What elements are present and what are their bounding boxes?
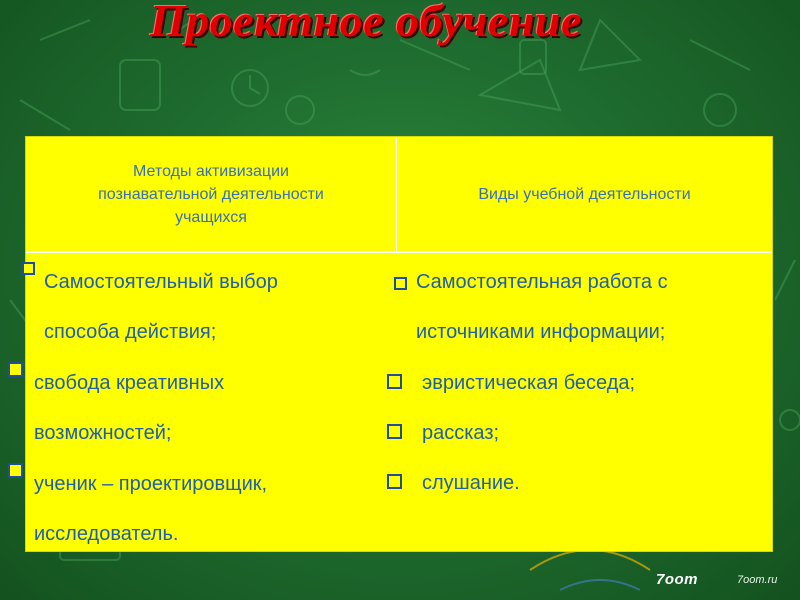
header-activity-types [397,137,772,251]
list-item [384,358,772,408]
list-item-text: эвристическая беседа; [422,372,636,394]
activity-types-list [384,257,772,533]
list-item-text: рассказ; [422,422,500,444]
checkbox-bullet-icon [387,474,402,489]
list-item-text: Самостоятельная работа с источниками информации; [416,271,668,343]
methods-list [26,257,396,584]
header-methods-label: Методы активизации познавательной деятельности учащихся [98,162,324,226]
checkbox-bullet-icon [387,374,402,389]
checkbox-bullet-icon [387,424,402,439]
list-item [26,459,396,559]
header-methods [26,137,396,251]
list-item [384,458,772,508]
site-url[interactable]: 7oom.ru [737,574,778,586]
list-item [26,358,396,458]
header-activity-types-label: Виды учебной деятельности [478,185,691,203]
checkbox-bullet-icon [8,463,23,478]
checkbox-bullet-icon [8,362,23,377]
row-divider [26,251,772,253]
comparison-table [26,137,772,551]
list-item-text: ученик – проектировщик, исследователь. [34,473,268,545]
list-item [26,257,396,357]
list-item-text: слушание. [422,472,520,494]
checkbox-bullet-icon [22,262,35,275]
slide-title: Проектное обучение [150,0,583,46]
checkbox-bullet-icon [394,277,407,290]
list-item-text: свобода креативных возможностей; [34,372,225,444]
site-logo: 7oom [656,571,699,588]
list-item [384,257,772,357]
list-item-text: Самостоятельный выбор способа действия; [44,271,278,343]
list-item [384,408,772,458]
table-header-row [26,137,772,251]
